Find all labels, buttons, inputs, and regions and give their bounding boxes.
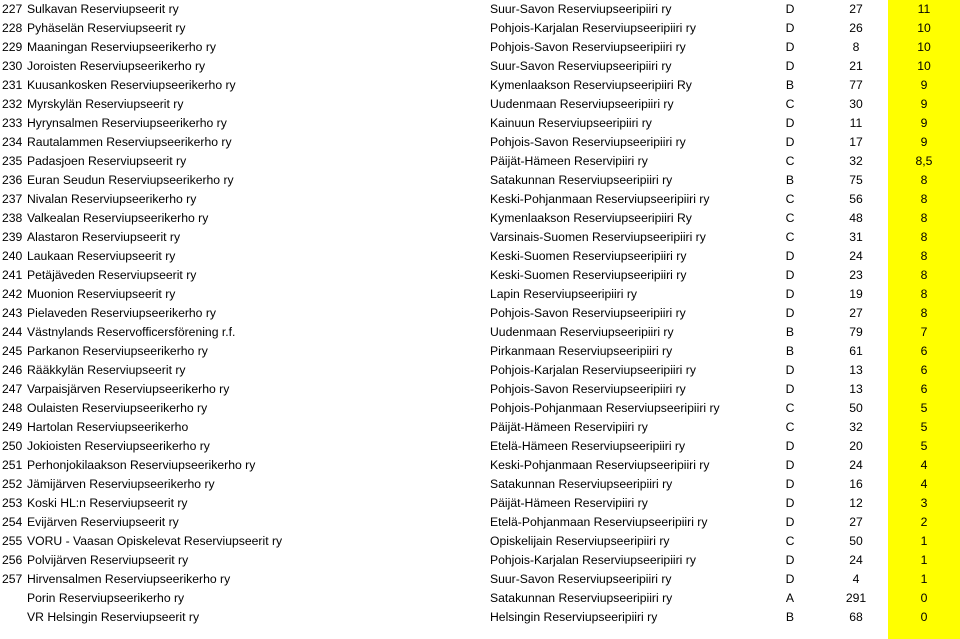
table-row [0, 570, 960, 589]
member-count-cell: 24 [849, 249, 863, 263]
association-name-cell: Laukaan Reserviupseerit ry [27, 249, 176, 263]
association-name-cell: Muonion Reserviupseerit ry [27, 287, 176, 301]
class-cell: B [785, 173, 795, 187]
points-cell: 5 [920, 401, 928, 415]
member-count-cell: 19 [849, 287, 863, 301]
association-name-cell: Valkealan Reserviupseerikerho ry [27, 211, 209, 225]
class-cell: D [785, 553, 795, 567]
district-cell: Satakunnan Reserviupseeripiiri ry [490, 477, 673, 491]
class-cell: B [785, 78, 795, 92]
association-name-cell: VR Helsingin Reserviupseerit ry [27, 610, 200, 624]
member-count-cell: 75 [849, 173, 863, 187]
table-row [0, 361, 960, 380]
district-cell: Keski-Pohjanmaan Reserviupseeripiiri ry [490, 458, 710, 472]
points-cell: 7 [920, 325, 928, 339]
member-count-cell: 13 [849, 382, 863, 396]
class-cell: B [785, 325, 795, 339]
table-row [0, 209, 960, 228]
district-cell: Pohjois-Savon Reserviupseeripiiri ry [490, 40, 686, 54]
class-cell: C [785, 211, 795, 225]
member-count-cell: 50 [849, 401, 863, 415]
table-row [0, 190, 960, 209]
association-name-cell: Hirvensalmen Reserviupseerikerho ry [27, 572, 231, 586]
rank-cell: 256 [2, 553, 23, 567]
rank-cell: 252 [2, 477, 23, 491]
district-cell: Suur-Savon Reserviupseeripiiri ry [490, 572, 672, 586]
association-name-cell: Koski HL:n Reserviupseerit ry [27, 496, 188, 510]
class-cell: B [785, 610, 795, 624]
points-cell: 1 [920, 572, 928, 586]
member-count-cell: 61 [849, 344, 863, 358]
table-row [0, 171, 960, 190]
table-row [0, 266, 960, 285]
association-name-cell: Padasjoen Reserviupseerit ry [27, 154, 187, 168]
association-name-cell: Petäjäveden Reserviupseerit ry [27, 268, 197, 282]
table-row [0, 247, 960, 266]
association-name-cell: Västnylands Reservofficersförening r.f. [27, 325, 236, 339]
member-count-cell: 48 [849, 211, 863, 225]
rank-cell: 243 [2, 306, 23, 320]
member-count-cell: 68 [849, 610, 863, 624]
association-name-cell: Perhonjokilaakson Reserviupseerikerho ry [27, 458, 256, 472]
table-row [0, 399, 960, 418]
association-name-cell: Parkanon Reserviupseerikerho ry [27, 344, 208, 358]
district-cell: Keski-Suomen Reserviupseeripiiri ry [490, 249, 687, 263]
table-row [0, 513, 960, 532]
member-count-cell: 17 [849, 135, 863, 149]
association-name-cell: Myrskylän Reserviupseerit ry [27, 97, 184, 111]
points-cell: 3 [920, 496, 928, 510]
points-cell: 0 [920, 591, 928, 605]
table-row [0, 133, 960, 152]
member-count-cell: 23 [849, 268, 863, 282]
points-cell: 10 [917, 40, 931, 54]
district-cell: Pohjois-Pohjanmaan Reserviupseeripiiri ry [490, 401, 720, 415]
table-row [0, 76, 960, 95]
table-row [0, 475, 960, 494]
district-cell: Kymenlaakson Reserviupseeripiiri Ry [490, 78, 692, 92]
table-row [0, 323, 960, 342]
class-cell: D [785, 249, 795, 263]
table-row [0, 456, 960, 475]
points-cell: 8 [920, 192, 928, 206]
class-cell: B [785, 344, 795, 358]
district-cell: Etelä-Pohjanmaan Reserviupseeripiiri ry [490, 515, 708, 529]
rank-cell: 245 [2, 344, 23, 358]
rank-cell: 246 [2, 363, 23, 377]
class-cell: D [785, 458, 795, 472]
class-cell: C [785, 420, 795, 434]
points-cell: 8 [920, 211, 928, 225]
rank-cell: 235 [2, 154, 23, 168]
association-name-cell: Rautalammen Reserviupseerikerho ry [27, 135, 232, 149]
district-cell: Keski-Suomen Reserviupseeripiiri ry [490, 268, 687, 282]
points-cell: 10 [917, 21, 931, 35]
points-cell: 5 [920, 420, 928, 434]
points-cell: 9 [920, 78, 928, 92]
table-row [0, 608, 960, 627]
class-cell: D [785, 135, 795, 149]
class-cell: C [785, 401, 795, 415]
table-row [0, 494, 960, 513]
member-count-cell: 31 [849, 230, 863, 244]
association-name-cell: Rääkkylän Reserviupseerit ry [27, 363, 186, 377]
table-row [0, 19, 960, 38]
member-count-cell: 21 [849, 59, 863, 73]
association-name-cell: Porin Reserviupseerikerho ry [27, 591, 185, 605]
points-cell: 8 [920, 230, 928, 244]
rank-cell: 241 [2, 268, 23, 282]
table-row [0, 418, 960, 437]
class-cell: D [785, 477, 795, 491]
association-name-cell: Alastaron Reserviupseerit ry [27, 230, 181, 244]
member-count-cell: 27 [849, 2, 863, 16]
class-cell: D [785, 382, 795, 396]
points-cell: 1 [920, 553, 928, 567]
rank-cell: 240 [2, 249, 23, 263]
table-row [0, 380, 960, 399]
member-count-cell: 77 [849, 78, 863, 92]
district-cell: Pohjois-Savon Reserviupseeripiiri ry [490, 306, 686, 320]
class-cell: D [785, 439, 795, 453]
rank-cell: 255 [2, 534, 23, 548]
district-cell: Pirkanmaan Reserviupseeripiiri ry [490, 344, 673, 358]
rank-cell: 249 [2, 420, 23, 434]
class-cell: C [785, 534, 795, 548]
district-cell: Kainuun Reserviupseeripiiri ry [490, 116, 652, 130]
points-cell: 4 [920, 477, 928, 491]
district-cell: Päijät-Hämeen Reservipiiri ry [490, 496, 648, 510]
association-name-cell: Hartolan Reserviupseerikerho [27, 420, 189, 434]
district-cell: Uudenmaan Reserviupseeripiiri ry [490, 325, 674, 339]
association-name-cell: Sulkavan Reserviupseerit ry [27, 2, 179, 16]
points-cell: 10 [917, 59, 931, 73]
association-name-cell: Euran Seudun Reserviupseerikerho ry [27, 173, 234, 187]
points-cell: 8 [920, 268, 928, 282]
member-count-cell: 24 [849, 553, 863, 567]
association-name-cell: Pyhäselän Reserviupseerit ry [27, 21, 186, 35]
points-cell: 8 [920, 306, 928, 320]
district-cell: Keski-Pohjanmaan Reserviupseeripiiri ry [490, 192, 710, 206]
class-cell: D [785, 59, 795, 73]
association-name-cell: Kuusankosken Reserviupseerikerho ry [27, 78, 236, 92]
district-cell: Helsingin Reserviupseeripiiri ry [490, 610, 658, 624]
association-name-cell: Evijärven Reserviupseerit ry [27, 515, 179, 529]
member-count-cell: 4 [852, 572, 860, 586]
district-cell: Varsinais-Suomen Reserviupseeripiiri ry [490, 230, 706, 244]
member-count-cell: 30 [849, 97, 863, 111]
points-cell: 2 [920, 515, 928, 529]
member-count-cell: 27 [849, 515, 863, 529]
district-cell: Päijät-Hämeen Reservipiiri ry [490, 420, 648, 434]
rank-cell: 257 [2, 572, 23, 586]
rank-cell: 233 [2, 116, 23, 130]
points-cell: 6 [920, 382, 928, 396]
table-row [0, 95, 960, 114]
class-cell: D [785, 268, 795, 282]
association-name-cell: Pielaveden Reserviupseerikerho ry [27, 306, 217, 320]
points-cell: 1 [920, 534, 928, 548]
member-count-cell: 32 [849, 154, 863, 168]
rank-cell: 234 [2, 135, 23, 149]
district-cell: Satakunnan Reserviupseeripiiri ry [490, 591, 673, 605]
district-cell: Etelä-Hämeen Reserviupseeripiiri ry [490, 439, 686, 453]
member-count-cell: 13 [849, 363, 863, 377]
points-cell: 9 [920, 116, 928, 130]
district-cell: Pohjois-Karjalan Reserviupseeripiiri ry [490, 553, 696, 567]
association-name-cell: VORU - Vaasan Opiskelevat Reserviupseerit ry [27, 534, 283, 548]
association-name-cell: Oulaisten Reserviupseerikerho ry [27, 401, 208, 415]
district-cell: Opiskelijain Reserviupseeripiiri ry [490, 534, 670, 548]
rank-cell: 228 [2, 21, 23, 35]
association-name-cell: Jämijärven Reserviupseerikerho ry [27, 477, 215, 491]
member-count-cell: 32 [849, 420, 863, 434]
class-cell: D [785, 40, 795, 54]
rank-cell: 230 [2, 59, 23, 73]
district-cell: Lapin Reserviupseeripiiri ry [490, 287, 637, 301]
rank-cell: 231 [2, 78, 23, 92]
rank-cell: 242 [2, 287, 23, 301]
table-row [0, 38, 960, 57]
table-row [0, 589, 960, 608]
member-count-cell: 8 [852, 40, 860, 54]
district-cell: Päijät-Hämeen Reservipiiri ry [490, 154, 648, 168]
class-cell: C [785, 192, 795, 206]
class-cell: D [785, 515, 795, 529]
district-cell: Suur-Savon Reserviupseeripiiri ry [490, 2, 672, 16]
points-cell: 9 [920, 97, 928, 111]
member-count-cell: 16 [849, 477, 863, 491]
class-cell: D [785, 306, 795, 320]
association-name-cell: Hyrynsalmen Reserviupseerikerho ry [27, 116, 227, 130]
rank-cell: 254 [2, 515, 23, 529]
district-cell: Suur-Savon Reserviupseeripiiri ry [490, 59, 672, 73]
points-cell: 9 [920, 135, 928, 149]
class-cell: D [785, 287, 795, 301]
table-row [0, 152, 960, 171]
table-row [0, 57, 960, 76]
rank-cell: 239 [2, 230, 23, 244]
class-cell: D [785, 363, 795, 377]
table-row [0, 0, 960, 19]
member-count-cell: 20 [849, 439, 863, 453]
class-cell: C [785, 97, 795, 111]
district-cell: Pohjois-Savon Reserviupseeripiiri ry [490, 382, 686, 396]
points-cell: 0 [920, 610, 928, 624]
rank-cell: 236 [2, 173, 23, 187]
class-cell: A [785, 591, 795, 605]
rank-cell: 237 [2, 192, 23, 206]
association-name-cell: Varpaisjärven Reserviupseerikerho ry [27, 382, 230, 396]
association-name-cell: Polvijärven Reserviupseerit ry [27, 553, 189, 567]
points-cell: 8 [920, 249, 928, 263]
points-cell: 5 [920, 439, 928, 453]
table-row [0, 437, 960, 456]
class-cell: C [785, 230, 795, 244]
association-name-cell: Jokioisten Reserviupseerikerho ry [27, 439, 210, 453]
rank-cell: 238 [2, 211, 23, 225]
member-count-cell: 50 [849, 534, 863, 548]
table-row [0, 285, 960, 304]
member-count-cell: 24 [849, 458, 863, 472]
points-cell: 4 [920, 458, 928, 472]
district-cell: Pohjois-Savon Reserviupseeripiiri ry [490, 135, 686, 149]
rank-cell: 244 [2, 325, 23, 339]
member-count-cell: 291 [845, 591, 867, 605]
points-cell: 8 [920, 287, 928, 301]
rank-cell: 227 [2, 2, 23, 16]
rank-cell: 232 [2, 97, 23, 111]
district-cell: Pohjois-Karjalan Reserviupseeripiiri ry [490, 21, 696, 35]
rank-cell: 250 [2, 439, 23, 453]
member-count-cell: 79 [849, 325, 863, 339]
district-cell: Uudenmaan Reserviupseeripiiri ry [490, 97, 674, 111]
rank-cell: 229 [2, 40, 23, 54]
class-cell: D [785, 21, 795, 35]
class-cell: D [785, 496, 795, 510]
class-cell: D [785, 116, 795, 130]
rank-cell: 251 [2, 458, 23, 472]
table-row [0, 532, 960, 551]
member-count-cell: 26 [849, 21, 863, 35]
class-cell: D [785, 2, 795, 16]
district-cell: Kymenlaakson Reserviupseeripiiri Ry [490, 211, 692, 225]
points-cell: 11 [917, 2, 931, 16]
member-count-cell: 27 [849, 306, 863, 320]
member-count-cell: 11 [849, 116, 863, 130]
rank-cell: 247 [2, 382, 23, 396]
points-cell: 6 [920, 344, 928, 358]
class-cell: C [785, 154, 795, 168]
rank-cell: 253 [2, 496, 23, 510]
table-row [0, 551, 960, 570]
table-row [0, 342, 960, 361]
points-cell: 8 [920, 173, 928, 187]
table-row [0, 304, 960, 323]
member-count-cell: 56 [849, 192, 863, 206]
class-cell: D [785, 572, 795, 586]
district-cell: Satakunnan Reserviupseeripiiri ry [490, 173, 673, 187]
rank-cell: 248 [2, 401, 23, 415]
association-name-cell: Joroisten Reserviupseerikerho ry [27, 59, 206, 73]
member-count-cell: 12 [849, 496, 863, 510]
table-row [0, 228, 960, 247]
points-cell: 8,5 [915, 154, 933, 168]
table-row [0, 114, 960, 133]
points-cell: 6 [920, 363, 928, 377]
association-name-cell: Maaningan Reserviupseerikerho ry [27, 40, 217, 54]
district-cell: Pohjois-Karjalan Reserviupseeripiiri ry [490, 363, 696, 377]
association-name-cell: Nivalan Reserviupseerikerho ry [27, 192, 197, 206]
